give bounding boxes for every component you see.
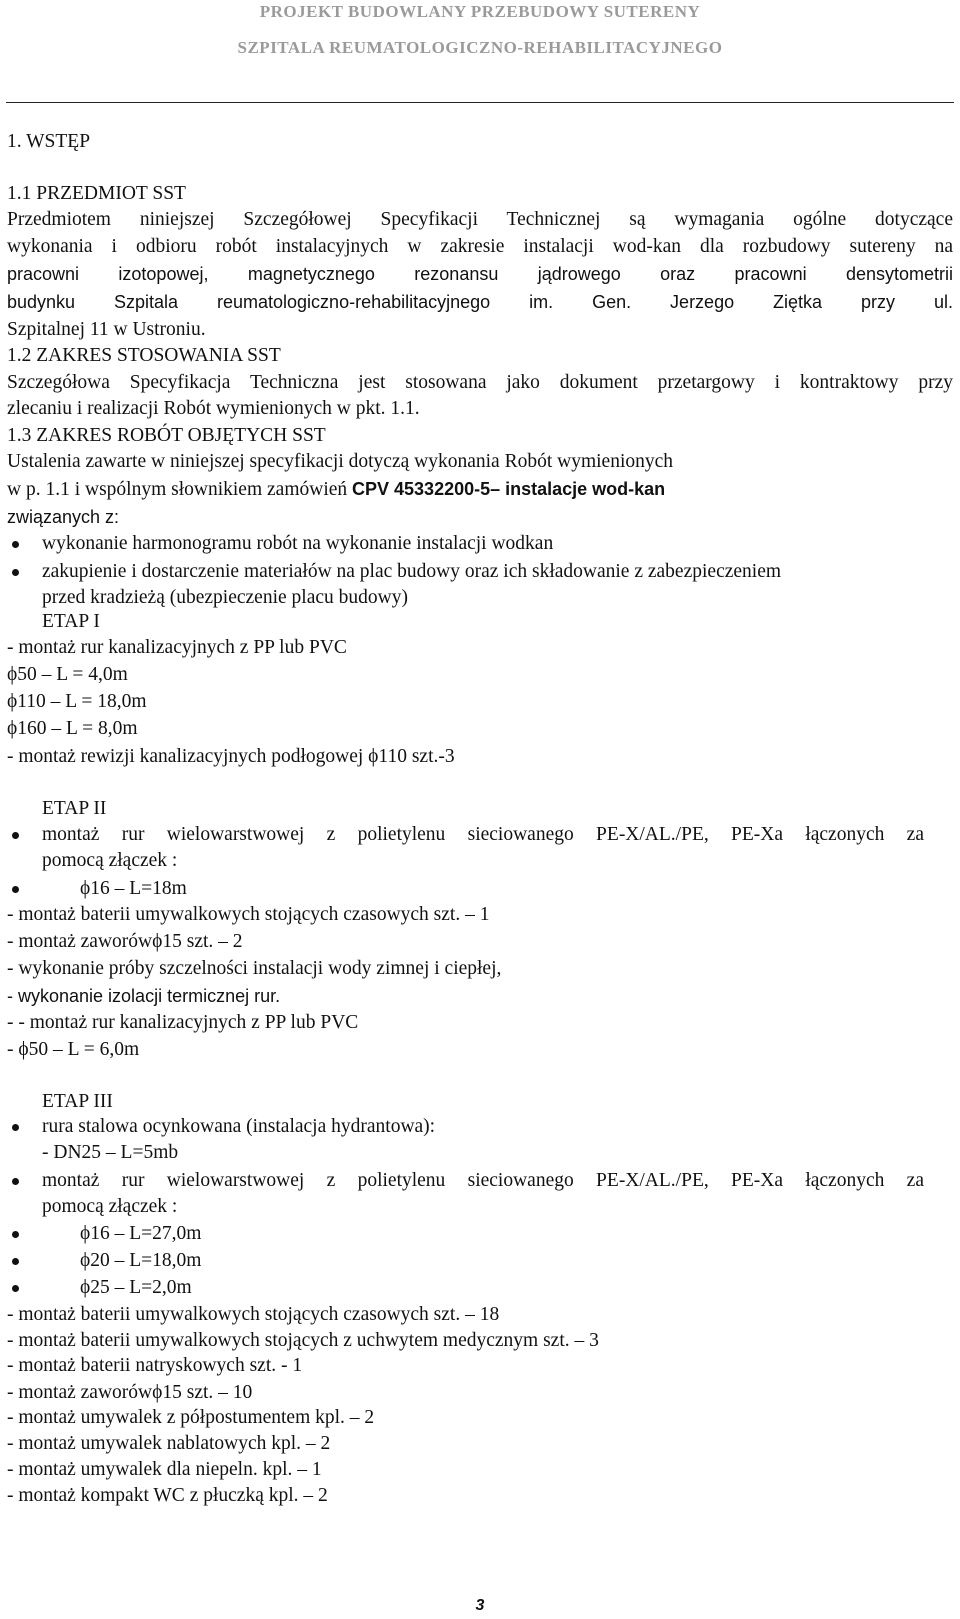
list-item: montaż rur wielowarstwowej z polietylenu sieciowanego PE-X/AL./PE, PE-Xa łączonych za	[42, 1170, 924, 1191]
paragraph-line: Przedmiotem niniejszej Szczegółowej Specyfikacji Technicznej są wymagania ogólne dotyczące	[7, 209, 953, 230]
bullet-icon	[12, 1178, 19, 1185]
list-item: - wykonanie próby szczelności instalacji wody zimnej i ciepłej,	[7, 958, 502, 979]
bullet-icon	[12, 832, 19, 839]
paragraph-line: zlecaniu i realizacji Robót wymienionych w pkt. 1.1.	[7, 398, 420, 419]
bullet-icon	[12, 1258, 19, 1265]
list-item: rura stalowa ocynkowana (instalacja hydrantowa):	[42, 1116, 436, 1137]
cpv-code: CPV 45332200-5– instalacje wod-kan	[352, 479, 666, 499]
list-item: - montaż rur kanalizacyjnych z PP lub PVC	[7, 637, 347, 658]
list-item: ϕ25 – L=2,0m	[80, 1277, 192, 1298]
paragraph-line: Ustalenia zawarte w niniejszej specyfikacji dotyczą wykonania Robót wymienionych	[7, 451, 674, 472]
paragraph-line	[7, 477, 665, 502]
list-item: - ϕ50 – L = 6,0m	[7, 1039, 140, 1060]
subsection-1-2-title: 1.2 ZAKRES STOSOWANIA SST	[7, 345, 281, 366]
bullet-icon	[12, 886, 19, 893]
paragraph-line: związanych z:	[7, 507, 120, 527]
list-item: - montaż umywalek dla niepeln. kpl. – 1	[7, 1459, 322, 1480]
paragraph-line: Szpitalnej 11 w Ustroniu.	[7, 319, 206, 340]
list-item: - montaż zaworówϕ15 szt. – 10	[7, 1382, 253, 1403]
list-item: - montaż baterii umywalkowych stojących z uchwytem medycznym szt. – 3	[7, 1330, 599, 1351]
page-number: 3	[475, 1597, 485, 1614]
paragraph-line: pracowni izotopowej, magnetycznego rezonansu jądrowego oraz pracowni densytometrii	[7, 264, 953, 284]
header-line-2: SZPITALA REUMATOLOGICZNO-REHABILITACYJNEGO	[237, 38, 723, 57]
header-line-1: PROJEKT BUDOWLANY PRZEBUDOWY SUTERENY	[259, 2, 701, 21]
list-item: - montaż umywalek nablatowych kpl. – 2	[7, 1433, 331, 1454]
list-item: ϕ50 – L = 4,0m	[7, 664, 128, 685]
list-item: - montaż rewizji kanalizacyjnych podłogowej ϕ110 szt.-3	[7, 746, 455, 767]
list-item: ϕ110 – L = 18,0m	[7, 691, 147, 712]
list-item: - montaż umywalek z półpostumentem kpl. – 2	[7, 1407, 375, 1428]
list-item-continuation: - DN25 – L=5mb	[42, 1142, 179, 1163]
list-item: - wykonanie izolacji termicznej rur.	[7, 986, 281, 1006]
paragraph-line: budynku Szpitala reumatologiczno-rehabilitacyjnego im. Gen. Jerzego Ziętka przy ul.	[7, 292, 953, 312]
list-item: - - montaż rur kanalizacyjnych z PP lub PVC	[7, 1012, 359, 1033]
paragraph-text: w p. 1.1 i wspólnym słownikiem zamówień	[7, 479, 353, 500]
bullet-icon	[12, 1124, 19, 1131]
subsection-1-3-title: 1.3 ZAKRES ROBÓT OBJĘTYCH SST	[7, 425, 326, 446]
stage-3-heading: ETAP III	[42, 1091, 113, 1112]
stage-1-heading: ETAP I	[42, 611, 100, 632]
bullet-icon	[12, 569, 19, 576]
list-item: ϕ20 – L=18,0m	[80, 1250, 202, 1271]
list-item: - montaż baterii natryskowych szt. - 1	[7, 1355, 303, 1376]
stage-2-heading: ETAP II	[42, 798, 107, 819]
list-item: ϕ160 – L = 8,0m	[7, 718, 138, 739]
header-divider	[6, 102, 954, 103]
list-item-continuation: przed kradzieżą (ubezpieczenie placu budowy)	[42, 587, 408, 608]
list-item: zakupienie i dostarczenie materiałów na plac budowy oraz ich składowanie z zabezpieczeniem	[42, 561, 782, 582]
list-item-continuation: pomocą złączek :	[42, 850, 178, 871]
subsection-1-1-title: 1.1 PRZEDMIOT SST	[7, 183, 186, 204]
bullet-icon	[12, 541, 19, 548]
list-item: wykonanie harmonogramu robót na wykonanie instalacji wodkan	[42, 533, 554, 554]
bullet-icon	[12, 1231, 19, 1238]
bullet-icon	[12, 1285, 19, 1292]
list-item-continuation: pomocą złączek :	[42, 1196, 178, 1217]
list-item: - montaż kompakt WC z płuczką kpl. – 2	[7, 1485, 328, 1506]
list-item: ϕ16 – L=27,0m	[80, 1223, 202, 1244]
paragraph-line: Szczegółowa Specyfikacja Techniczna jest stosowana jako dokument przetargowy i kontraktowy przy	[7, 372, 953, 393]
section-title: 1. WSTĘP	[7, 131, 91, 152]
paragraph-line: wykonania i odbioru robót instalacyjnych w zakresie instalacji wod-kan dla rozbudowy sutereny na	[7, 236, 953, 257]
list-item: - montaż zaworówϕ15 szt. – 2	[7, 931, 243, 952]
list-item: ϕ16 – L=18m	[80, 878, 187, 899]
list-item: montaż rur wielowarstwowej z polietylenu sieciowanego PE-X/AL./PE, PE-Xa łączonych za	[42, 824, 924, 845]
list-item: - montaż baterii umywalkowych stojących czasowych szt. – 1	[7, 904, 490, 925]
list-item: - montaż baterii umywalkowych stojących czasowych szt. – 18	[7, 1304, 500, 1325]
